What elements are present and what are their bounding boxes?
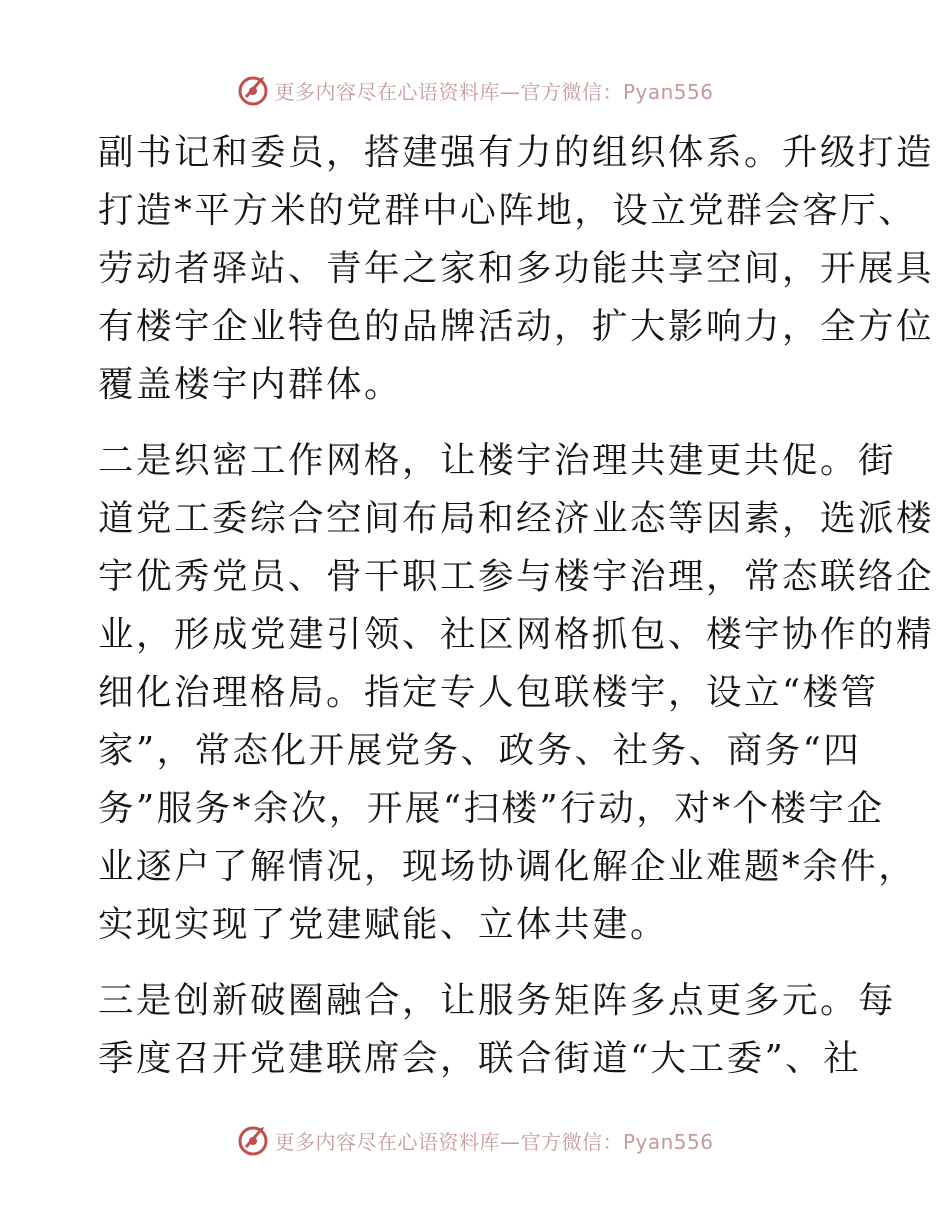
watermark-logo-icon [236, 1123, 270, 1157]
watermark-banner-bottom [0, 1120, 950, 1160]
text-line: 副书记和委员，搭建强有力的组织体系。升级打造 [98, 132, 935, 173]
text-line: 业，形成党建引领、社区网格抓包、楼宇协作的精 [98, 614, 935, 655]
text-line: 劳动者驿站、青年之家和多功能共享空间，开展具 [98, 248, 935, 289]
watermark-text: 更多内容尽在心语资料库—官方微信：Pyan556 [274, 79, 714, 104]
watermark-banner-top [0, 70, 950, 110]
text-line: 有楼宇企业特色的品牌活动，扩大影响力，全方位 [98, 306, 935, 347]
paragraph-heading-line: 三是创新破圈融合，让服务矩阵多点更多元。每 [98, 980, 897, 1021]
text-line: 细化治理格局。指定专人包联楼宇，设立“楼管 [98, 672, 879, 713]
text-line: 覆盖楼宇内群体。 [98, 364, 403, 405]
text-line: 道党工委综合空间布局和经济业态等因素，选派楼 [98, 498, 935, 539]
watermark-logo-icon [236, 73, 270, 107]
paragraph-heading-line: 二是织密工作网格，让楼宇治理共建更共促。街 [98, 440, 897, 481]
text-line: 业逐户了解情况，现场协调化解企业难题*余件， [98, 846, 917, 887]
text-line: 家”，常态化开展党务、政务、社务、商务“四 [98, 730, 862, 771]
watermark-text: 更多内容尽在心语资料库—官方微信：Pyan556 [274, 1129, 714, 1154]
text-line: 实现实现了党建赋能、立体共建。 [98, 904, 669, 945]
text-line: 季度召开党建联席会，联合街道“大工委”、社 [98, 1038, 862, 1079]
text-line: 打造*平方米的党群中心阵地，设立党群会客厅、 [98, 190, 917, 231]
text-line: 宇优秀党员、骨干职工参与楼宇治理，常态联络企 [98, 556, 935, 597]
text-line: 务”服务*余次，开展“扫楼”行动，对*个楼宇企 [98, 788, 885, 829]
